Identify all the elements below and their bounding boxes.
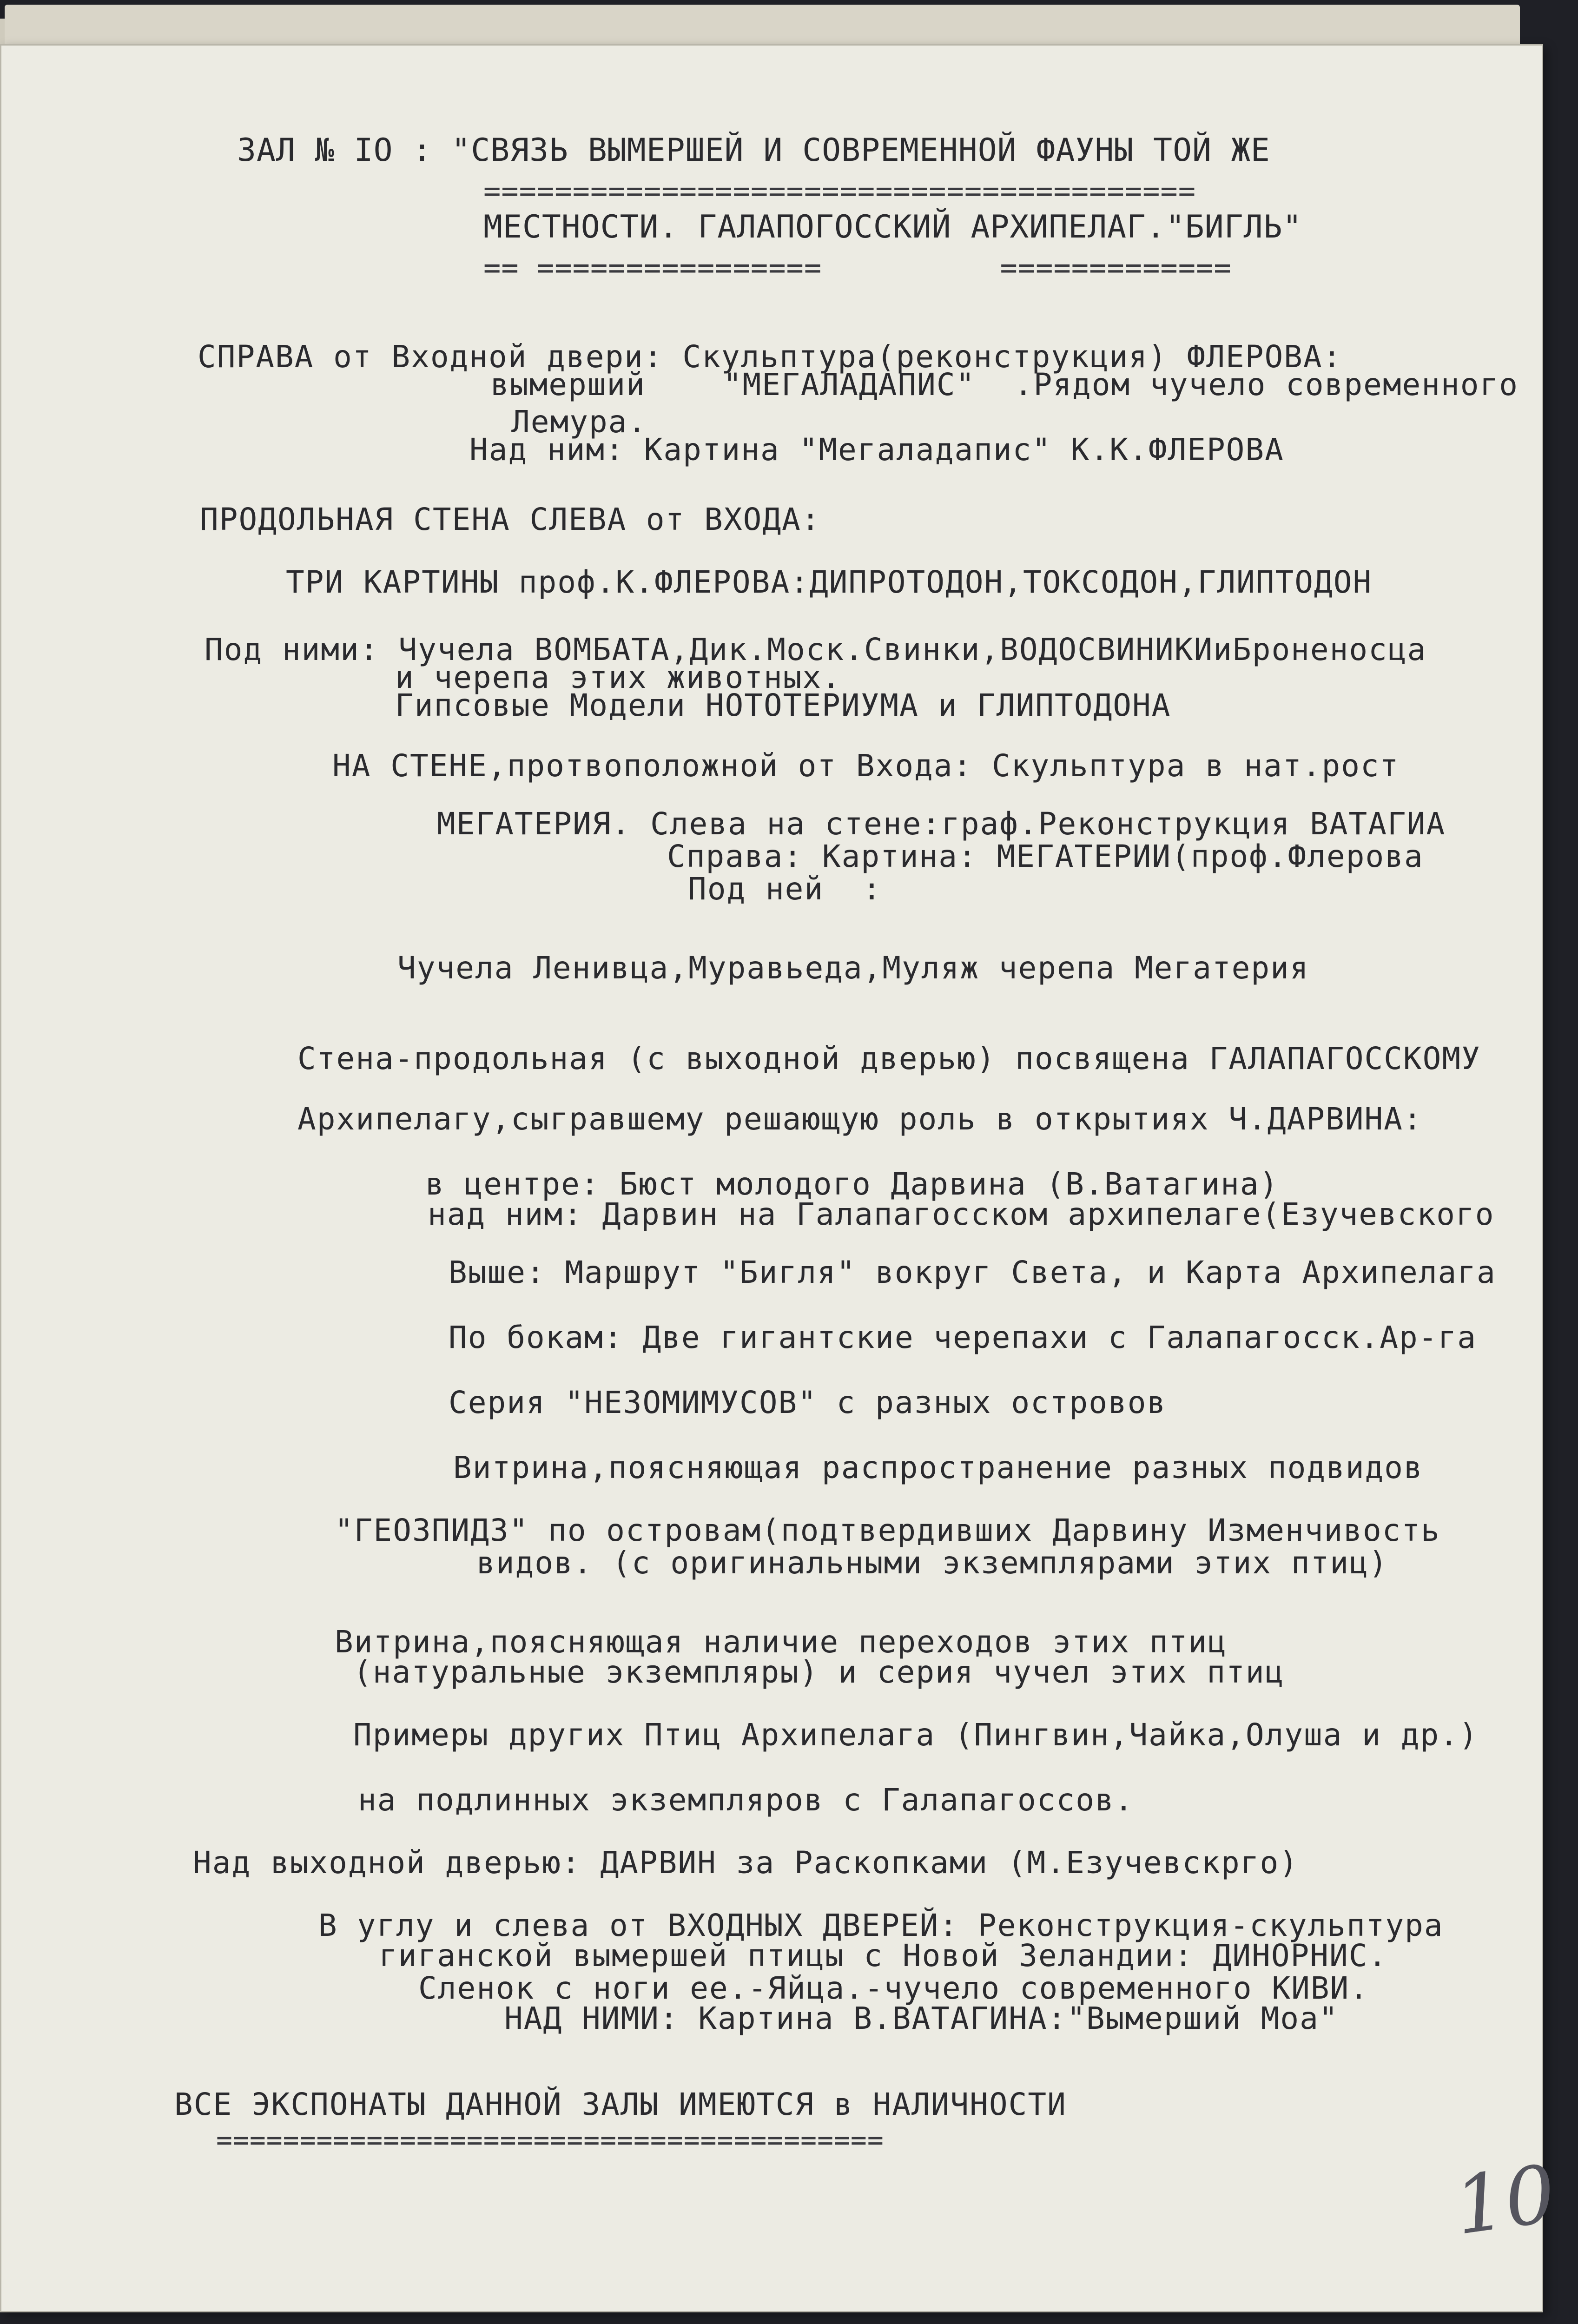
text-line: на подлинных экземпляров с Галапагоссов. xyxy=(358,1782,1134,1818)
closing-statement: ВСЕ ЭКСПОНАТЫ ДАННОЙ ЗАЛЫ ИМЕЮТСЯ в НАЛИЧНОСТИ xyxy=(174,2086,1067,2122)
text-line: Примеры других Птиц Архипелага (Пингвин,Чайка,Олуша и др.) xyxy=(353,1717,1479,1753)
text-line: СПРАВА от Входной двери: Скульптура(реконструкция) ФЛЕРОВА: xyxy=(198,339,1342,375)
text-line: и черепа этих животных. xyxy=(395,660,841,695)
text-line: Под ней : xyxy=(688,871,882,907)
title-line-2: МЕСТНОСТИ. ГАЛАПОГОССКИЙ АРХИПЕЛАГ."БИГЛЬ" xyxy=(483,209,1302,245)
section-heading: ПРОДОЛЬНАЯ СТЕНА СЛЕВА от ВХОДА: xyxy=(200,502,821,537)
text-line: (натуральные экземпляры) и серия чучел этих птиц xyxy=(353,1654,1285,1690)
title-underline-1: ======================================== xyxy=(483,174,1196,208)
title-underline-2: == ================ ============= xyxy=(483,251,1232,284)
text-line: в центре: Бюст молодого Дарвина (В.Ватагина) xyxy=(425,1166,1279,1202)
text-line: Витрина,поясняющая наличие переходов этих птиц xyxy=(335,1624,1227,1660)
text-line: над ним: Дарвин на Галапагосском архипелаге(Езучевского xyxy=(428,1196,1495,1232)
text-line: гиганской вымершей птицы с Новой Зеландии: ДИНОРНИС. xyxy=(379,1938,1388,1974)
text-line: МЕГАТЕРИЯ. Слева на стене:граф.Реконструкция ВАТАГИА xyxy=(437,806,1446,842)
text-line: Сленок с ноги ее.-Яйца.-чучело современного КИВИ. xyxy=(418,1970,1369,2006)
text-line: Чучела Ленивца,Муравьеда,Муляж черепа Мегатерия xyxy=(397,950,1309,986)
text-line: Витрина,поясняющая распространение разных подвидов xyxy=(453,1450,1423,1486)
text-line: Архипелагу,сыгравшему решающую роль в открытиях Ч.ДАРВИНА: xyxy=(297,1101,1423,1137)
text-line: вымерший "МЕГАЛАДАПИС" .Рядом чучело современного xyxy=(490,367,1519,403)
text-line: Стена-продольная (с выходной дверью) посвящена ГАЛАПАГОССКОМУ xyxy=(297,1041,1481,1076)
text-line: Выше: Маршрут "Бигля" вокруг Света, и Карта Архипелага xyxy=(449,1254,1496,1290)
text-line: В углу и слева от ВХОДНЫХ ДВЕРЕЙ: Реконструкция-скульптура xyxy=(318,1908,1444,1943)
text-line: Справа: Картина: МЕГАТЕРИИ(проф.Флерова xyxy=(667,838,1424,874)
text-line: Под ними: Чучела ВОМБАТА,Дик.Моск.Свинки,ВОДОСВИНИКИиБроненосца xyxy=(205,632,1427,667)
text-line: "ГЕОЗПИДЗ" по островам(подтвердивших Дарвину Изменчивость xyxy=(335,1512,1440,1548)
title-line-1: ЗАЛ № IO : "СВЯЗЬ ВЫМЕРШЕЙ И СОВРЕМЕННОЙ ФАУНЫ ТОЙ ЖЕ xyxy=(237,132,1270,169)
text-line: ТРИ КАРТИНЫ проф.К.ФЛЕРОВА:ДИПРОТОДОН,ТОКСОДОН,ГЛИПТОДОН xyxy=(286,564,1373,600)
text-line: НА СТЕНЕ,протвоположной от Входа: Скульптура в нат.рост xyxy=(332,748,1400,784)
handwritten-page-number: 10 xyxy=(1449,2147,1562,2253)
text-line: Гипсовые Модели НОТОТЕРИУМА и ГЛИПТОДОНА xyxy=(395,687,1171,723)
document-page xyxy=(0,44,1562,2312)
text-line: Над ним: Картина "Мегаладапис" К.К.ФЛЕРОВА xyxy=(469,432,1284,468)
text-line: Лемура. xyxy=(511,404,647,440)
text-line: Серия "НЕЗОМИМУСОВ" с разных островов xyxy=(449,1385,1167,1420)
text-line: По бокам: Две гигантские черепахи с Галапагосск.Ар-га xyxy=(449,1320,1477,1355)
text-line: НАД НИМИ: Картина В.ВАТАГИНА:"Вымерший Моа" xyxy=(504,2000,1339,2036)
text-line: видов. (с оригинальными экземплярами этих птиц) xyxy=(476,1545,1388,1581)
closing-underline: ======================================== xyxy=(216,2124,884,2156)
text-line: Над выходной дверью: ДАРВИН за Раскопками (М.Езучевскрго) xyxy=(193,1845,1299,1881)
